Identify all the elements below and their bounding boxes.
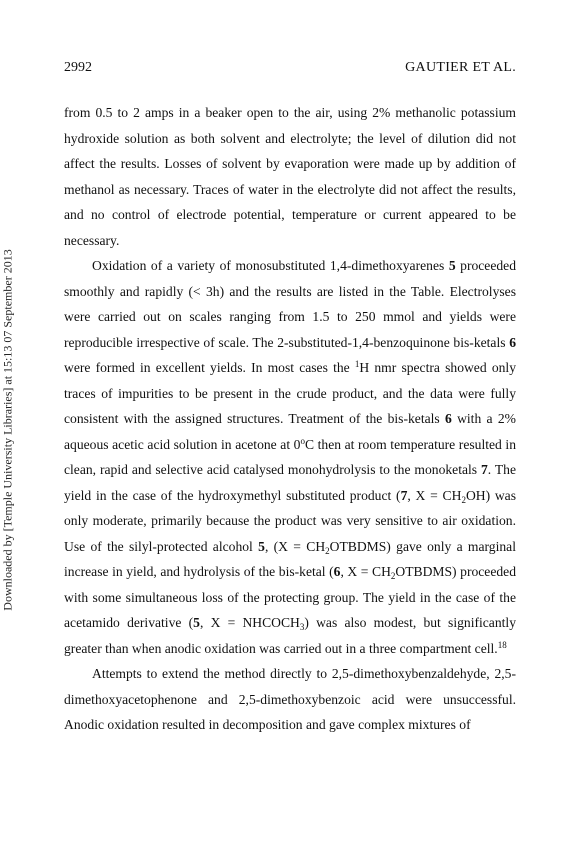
- text-run: proceeded smoothly and rapidly (< 3h) and the results are listed in the Table. Electrolyses were carried out on scales ranging from 1.5 to 250 mmol and yields were reproducible irrespective of scale. The 2-substituted-1,4-benzoquinone bis-ketals: [64, 258, 516, 350]
- text-run: , (X = CH: [264, 538, 326, 554]
- subscript: 2: [390, 571, 396, 581]
- paragraph-2: [64, 253, 516, 661]
- text-run: were formed in excellent yields. In most cases the: [64, 360, 355, 375]
- compound-ref: 5: [258, 538, 265, 554]
- text-run: C then at room temperature resulted in clean, rapid and selective acid catalysed monohydrolysis to the monoketals: [64, 436, 516, 477]
- superscript: 1: [354, 359, 360, 369]
- compound-ref: 6: [445, 411, 452, 426]
- text-run: Attempts to extend the method directly to 2,5-dimethoxybenzaldehyde, 2,5-dimethoxyacetophenone and 2,5-dimethoxybenzoic acid were unsuccessful. Anodic oxidation resulted in decomposition and gave complex mixtures of: [64, 666, 516, 732]
- text-run: , X = CH: [340, 564, 391, 579]
- page-number: 2992: [64, 60, 92, 75]
- text-run: with a 2% aqueous acetic acid solution in acetone at 0: [64, 411, 516, 452]
- text-run: . The yield in the case of the hydroxymethyl substituted product (: [64, 462, 516, 503]
- download-notice: Downloaded by [Temple University Libraries] at 15:13 07 September 2013: [0, 249, 15, 611]
- text-run: from 0.5 to 2 amps in a beaker open to the air, using 2% methanolic potassium hydroxide solution as both solvent and electrolyte; the level of dilution did not affect the results. Losses of solvent by evaporation were made up by addition of methanol as necessary. Traces of water in the electrolyte did not affect the results, and no control of electrode potential, temperature or current appeared to be necessary.: [64, 105, 516, 248]
- compound-ref: 5: [193, 615, 200, 630]
- compound-ref: 5: [448, 258, 456, 273]
- subscript: 2: [325, 545, 330, 556]
- compound-ref: 7: [481, 462, 488, 477]
- text-run: OTBDMS) gave only a marginal increase in yield, and hydrolysis of the bis-ketal (: [64, 538, 516, 579]
- text-run: ) was also modest, but significantly greater than when anodic oxidation was carried out in a three compartment cell.: [64, 615, 516, 656]
- superscript: o: [300, 435, 305, 446]
- page-header: [64, 60, 516, 82]
- compound-ref: 7: [400, 487, 408, 503]
- download-sidebar: [0, 230, 16, 630]
- text-run: H nmr spectra showed only traces of impurities to be present in the crude product, and the data were fully consistent with the assigned structures. Treatment of the bis-ketals: [64, 360, 516, 426]
- running-head-authors: GAUTIER ET AL.: [405, 60, 516, 75]
- paragraph-1: [64, 100, 516, 253]
- subscript: 3: [299, 622, 305, 632]
- text-run: OTBDMS) proceeded with some simultaneous loss of the protecting group. The yield in the case of the acetamido derivative (: [64, 564, 516, 630]
- text-run: , X = NHCOCH: [199, 615, 300, 630]
- article-body: [64, 100, 516, 738]
- paragraph-3: [64, 661, 516, 738]
- text-run: Oxidation of a variety of monosubstituted 1,4-dimethoxyarenes: [92, 258, 449, 273]
- subscript: 2: [461, 494, 466, 505]
- text-run: OH) was only moderate, primarily because the product was very sensitive to air oxidation. Use of the silyl-protected alcohol: [64, 487, 517, 554]
- compound-ref: 6: [333, 564, 341, 579]
- reference-superscript: 18: [497, 639, 507, 650]
- compound-ref: 6: [509, 334, 516, 350]
- text-run: , X = CH: [407, 487, 462, 503]
